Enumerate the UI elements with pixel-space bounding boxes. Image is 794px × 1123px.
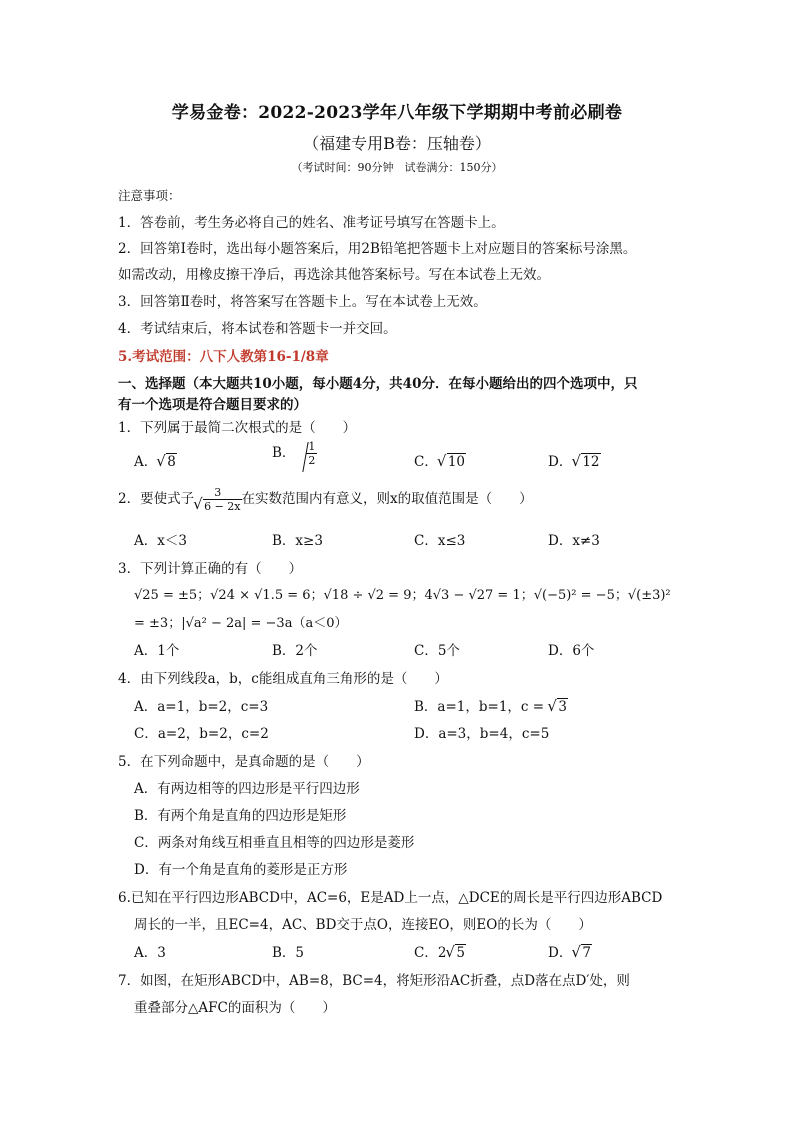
q1-option-b: B． $\frac{1}{2}$ (272, 440, 316, 467)
q2-option-b: B．x≥3 (272, 533, 323, 549)
q4-stem: 4．由下列线段a，b，c能组成直角三角形的是（ ） (118, 671, 448, 687)
notes-heading: 注意事项： (118, 188, 181, 203)
q6-option-c: C．2√ 5 (414, 941, 466, 961)
q3-option-c: C．5个 (414, 643, 460, 659)
q7-stem-line2: 重叠部分△AFC的面积为（ ） (134, 1000, 336, 1016)
q3-option-b: B．2个 (272, 643, 318, 659)
q4-option-d: D．a=3，b=4，c=5 (414, 726, 550, 742)
section-heading-line1: 一、选择题（本大题共10小题，每小题4分，共40分．在每小题给出的四个选项中，只 (118, 376, 638, 392)
q7-stem-line1: 7．如图，在矩形ABCD中，AB=8，BC=4，将矩形沿AC折叠，点D落在点D′处，则 (118, 973, 630, 989)
q6-option-b: B．5 (272, 945, 305, 961)
note-item-1: 1．答卷前，考生务必将自己的姓名、准考证号填写在答题卡上。 (118, 215, 505, 231)
q1-option-a: A．√ 8 (134, 450, 177, 470)
q2-option-d: D．x≠3 (548, 533, 600, 549)
q3-option-d: D．6个 (548, 643, 595, 659)
q5-option-b: B．有两个角是直角的四边形是矩形 (134, 808, 347, 824)
exam-scope: 5.考试范围：八下人教第16-1/8章 (118, 349, 329, 365)
note-item-2-cont: 如需改动，用橡皮擦干净后，再选涂其他答案标号。写在本试卷上无效。 (118, 267, 550, 283)
q5-option-a: A．有两边相等的四边形是平行四边形 (134, 781, 360, 797)
q1-option-c: C．√ 10 (414, 450, 466, 470)
q4-option-c: C．a=2，b=2，c=2 (134, 726, 269, 742)
q6-stem-line2: 周长的一半，且EC=4，AC、BD交于点O，连接EO，则EO的长为（ ） (134, 917, 592, 933)
q2-stem: 2．要使式子 3 √ 6 − 2x 在实数范围内有意义，则x的取值范围是（ ） (118, 486, 533, 513)
q3-option-a: A．1个 (134, 643, 180, 659)
q2-option-a: A．x＜3 (134, 533, 187, 549)
q5-option-d: D．有一个角是直角的菱形是正方形 (134, 862, 348, 878)
section-heading-line2: 有一个选项是符合题目要求的） (118, 397, 307, 413)
note-item-4: 4．考试结束后，将本试卷和答题卡一并交回。 (118, 321, 397, 337)
q6-option-d: D．√ 7 (548, 941, 592, 961)
q1-stem: 1．下列属于最简二次根式的是（ ） (118, 420, 357, 436)
note-item-3: 3．回答第Ⅱ卷时，将答案写在答题卡上。写在本试卷上无效。 (118, 294, 487, 310)
q3-expressions-line1: √25 = ±5；√24 × √1.5 = 6；√18 ÷ √2 = 9；4√3 − √27 = 1；√(−5)² = −5；√(±3)² (134, 588, 671, 603)
q6-option-a: A．3 (134, 945, 166, 961)
q2-option-c: C．x≤3 (414, 533, 466, 549)
q4-option-b: B．a=1，b=1，c = √ 3 (414, 695, 568, 715)
q3-stem: 3．下列计算正确的有（ ） (118, 561, 303, 577)
page-title: 学易金卷：2022-2023学年八年级下学期期中考前必刷卷 (171, 103, 623, 123)
q1-option-d: D．√ 12 (548, 450, 601, 470)
page-subtitle: （福建专用B卷：压轴卷） (303, 134, 491, 153)
q6-stem-line1: 6.已知在平行四边形ABCD中，AC=6，E是AD上一点，△DCE的周长是平行四边形ABCD (118, 890, 663, 906)
q5-option-c: C．两条对角线互相垂直且相等的四边形是菱形 (134, 835, 415, 851)
q3-expressions-line2: = ±3；|√a² − 2a| = −3a（a＜0） (134, 616, 348, 631)
q5-stem: 5．在下列命题中，是真命题的是（ ） (118, 754, 370, 770)
note-item-2: 2．回答第Ⅰ卷时，选出每小题答案后，用2B铅笔把答题卡上对应题目的答案标号涂黑。 (118, 241, 637, 257)
q4-option-a: A．a=1，b=2，c=3 (134, 699, 269, 715)
exam-meta: （考试时间：90分钟 试卷满分：150分） (291, 161, 503, 174)
